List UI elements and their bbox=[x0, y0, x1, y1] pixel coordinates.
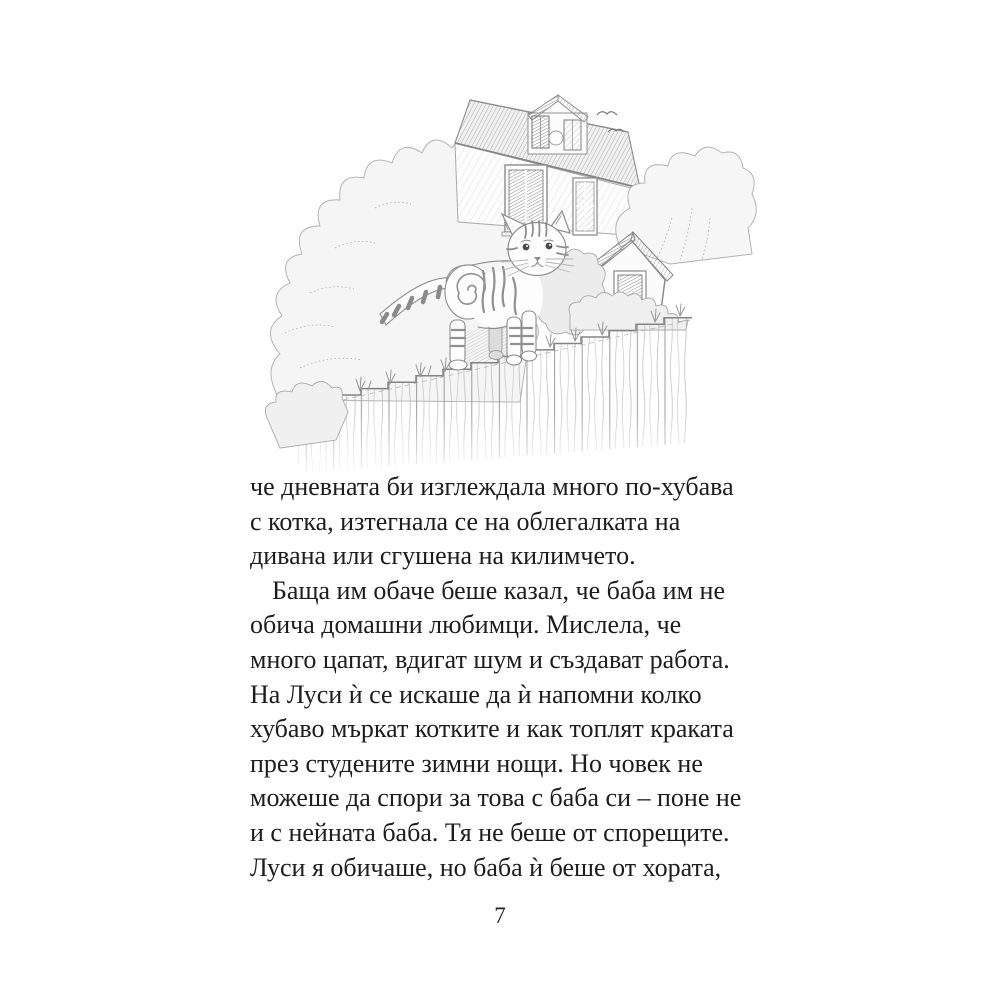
house-window-right bbox=[573, 178, 597, 235]
text-line: дивана или сгушена на килимчето. bbox=[250, 541, 636, 571]
text-line: можеше да спори за това с баба си – поне не bbox=[250, 783, 742, 813]
dormer-window bbox=[528, 95, 588, 154]
paragraph bbox=[250, 470, 760, 574]
text-line: обича домашни любимци. Мислела, че bbox=[250, 610, 682, 640]
kitten-on-fence-drawing bbox=[240, 68, 760, 478]
paragraph bbox=[250, 574, 760, 885]
text-line: че дневната би изглеждала много по-хубава bbox=[250, 472, 734, 501]
house bbox=[455, 95, 640, 236]
text-line: през студените зимни нощи. Но човек не bbox=[250, 748, 703, 778]
text-line: На Луси ѝ се искаше да ѝ напомни колко bbox=[250, 679, 702, 709]
page-text bbox=[250, 470, 760, 885]
text-line: Луси я обичаше, но баба ѝ беше от хората, bbox=[250, 852, 722, 882]
page-number: 7 bbox=[494, 903, 506, 928]
text-line: Баща им обаче беше казал, че баба им не bbox=[272, 575, 725, 605]
text-line: с котка, изтегнала се на облегалката на bbox=[250, 506, 681, 536]
text-line: хубаво мъркат котките и как топлят краката bbox=[250, 714, 734, 744]
book-illustration bbox=[240, 68, 760, 478]
text-line: много цапат, вдигат шум и създават работа. bbox=[250, 644, 730, 674]
text-line: и с нейната баба. Тя не беше от спорещите. bbox=[250, 817, 730, 847]
